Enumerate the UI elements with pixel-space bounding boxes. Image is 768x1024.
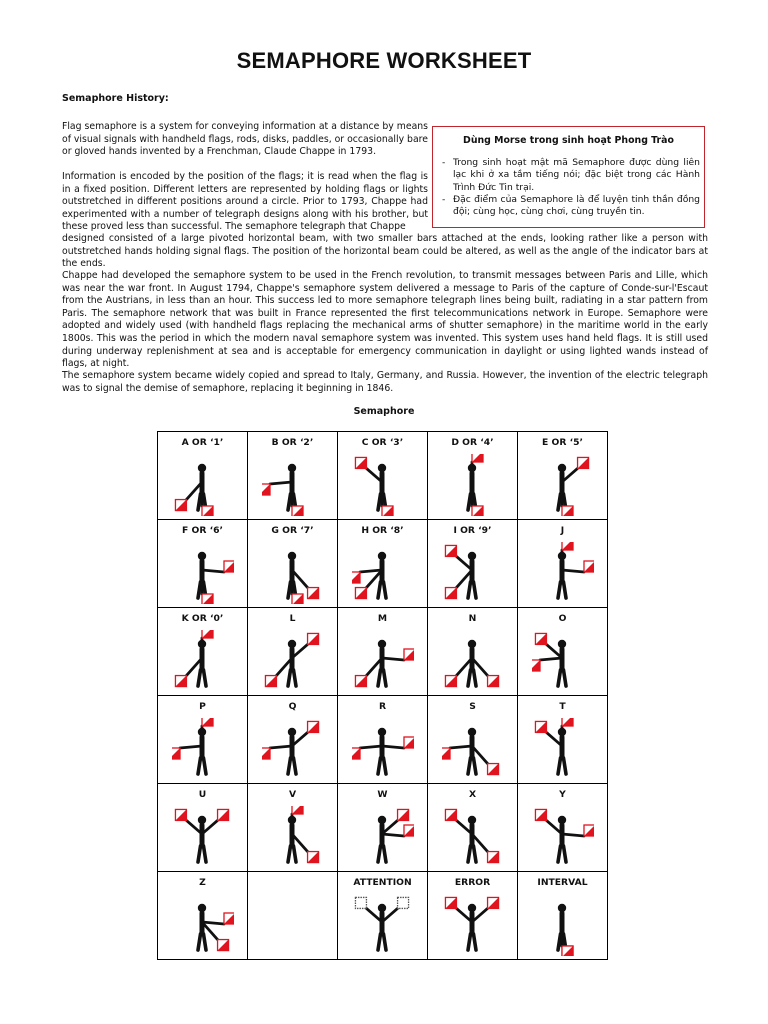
left-leg bbox=[468, 582, 471, 598]
semaphore-cell bbox=[518, 520, 608, 608]
arm bbox=[270, 482, 292, 484]
arm bbox=[202, 570, 224, 572]
left-leg bbox=[558, 758, 561, 774]
flag-icon bbox=[355, 676, 366, 687]
semaphore-z-figure bbox=[172, 894, 234, 956]
semaphore-cell bbox=[338, 696, 428, 784]
semaphore-label: F OR ‘6’ bbox=[182, 525, 223, 536]
semaphore-w-figure bbox=[352, 806, 414, 868]
semaphore-o-figure bbox=[532, 630, 594, 692]
flag-icon bbox=[382, 506, 393, 516]
semaphore-p-figure bbox=[172, 718, 234, 780]
left-leg bbox=[198, 494, 201, 510]
flag-icon bbox=[532, 660, 540, 671]
arm bbox=[382, 658, 404, 660]
semaphore-label: J bbox=[560, 525, 565, 536]
left-leg bbox=[288, 582, 291, 598]
right-leg bbox=[564, 758, 567, 774]
semaphore-h-figure bbox=[352, 542, 414, 604]
left-leg bbox=[288, 846, 291, 862]
arm bbox=[562, 834, 584, 836]
semaphore-label: V bbox=[288, 789, 297, 800]
semaphore-cell bbox=[248, 872, 338, 960]
right-leg bbox=[564, 582, 567, 598]
semaphore-cell bbox=[428, 432, 518, 520]
semaphore-cell bbox=[338, 520, 428, 608]
left-leg bbox=[558, 670, 561, 686]
semaphore-label: M bbox=[377, 613, 388, 624]
flag-icon bbox=[175, 809, 186, 820]
flag-icon bbox=[218, 809, 229, 820]
semaphore-cell bbox=[158, 520, 248, 608]
semaphore-label: C OR ‘3’ bbox=[361, 437, 404, 448]
left-leg bbox=[198, 582, 201, 598]
semaphore-cell bbox=[158, 784, 248, 872]
left-leg bbox=[198, 934, 201, 950]
flag-icon bbox=[445, 809, 456, 820]
history-paragraph-2-part-1: Information is encoded by the position of the flags; it is read when the flag is in a fixed position. Different letters are represented by holding flags or lights outstretched in different positions around a circle. Prior to 1793, Chappe had experimented with a number of telegraph designs along with his brother, but these proved less than successful. The semaphore telegraph that Chappe bbox=[62, 171, 428, 233]
left-leg bbox=[468, 670, 471, 686]
flag-icon bbox=[355, 588, 366, 599]
right-leg bbox=[384, 582, 387, 598]
semaphore-label: U bbox=[198, 789, 207, 800]
semaphore-cell bbox=[158, 872, 248, 960]
semaphore-label: I OR ‘9’ bbox=[453, 525, 492, 536]
semaphore-label: X bbox=[468, 789, 477, 800]
flag-icon bbox=[445, 588, 456, 599]
flag-icon bbox=[262, 484, 270, 495]
flag-icon bbox=[355, 457, 366, 468]
semaphore-cell bbox=[518, 608, 608, 696]
flag-icon bbox=[292, 806, 303, 814]
left-leg bbox=[378, 758, 381, 774]
semaphore-q-figure bbox=[262, 718, 324, 780]
semaphore-cell bbox=[158, 696, 248, 784]
semaphore-x-figure bbox=[442, 806, 504, 868]
flag-icon bbox=[202, 630, 213, 638]
semaphore-g-figure bbox=[262, 542, 324, 604]
right-leg bbox=[294, 758, 297, 774]
left-leg bbox=[558, 494, 561, 510]
semaphore-cell bbox=[518, 784, 608, 872]
flag-icon bbox=[445, 545, 456, 556]
left-leg bbox=[558, 846, 561, 862]
flag-icon bbox=[292, 594, 303, 604]
flag-icon bbox=[172, 748, 180, 759]
left-leg bbox=[198, 846, 201, 862]
semaphore-label: D OR ‘4’ bbox=[451, 437, 494, 448]
right-leg bbox=[204, 670, 207, 686]
semaphore-label: T bbox=[559, 701, 566, 712]
semaphore-cell bbox=[158, 608, 248, 696]
flag-icon bbox=[584, 561, 594, 572]
flag-icon bbox=[442, 748, 450, 759]
flag-icon bbox=[352, 572, 360, 583]
flag-icon bbox=[562, 542, 573, 550]
left-leg bbox=[198, 758, 201, 774]
left-leg bbox=[468, 846, 471, 862]
flag-icon bbox=[202, 594, 213, 604]
flag-icon bbox=[445, 676, 456, 687]
note-box-item bbox=[442, 194, 700, 219]
semaphore-label: N bbox=[468, 613, 477, 624]
history-paragraph-3: Chappe had developed the semaphore system to be used in the French revolution, to transmit messages between Paris and Lille, which was near the war front. In August 1794, Chappe's semaphore system delivered a message to Paris of the capture of Conde-sur-l'Escaut from the Austrians, in less than an hour. This success led to more semaphore telegraph lines being built, radiating in a star pattern from Paris. The semaphore network that was built in France represented the first telecommunications network in Europe. Semaphore were adopted and widely used (with handheld flags replacing the mechanical arms of shutter semaphore) in the maritime world in the early 1800s. This was the period in which the modern naval semaphore system was invented. This system uses hand held flags. It is still used during underway replenishment at sea and is acceptable for emergency communication in daylight or using lighted wands instead of flags, at night. bbox=[62, 270, 708, 370]
left-leg bbox=[288, 494, 291, 510]
semaphore-a-figure bbox=[172, 454, 234, 516]
bullet-dash: - bbox=[442, 194, 446, 205]
flag-icon bbox=[308, 633, 319, 644]
flag-icon bbox=[488, 852, 499, 863]
table-row bbox=[158, 696, 608, 784]
semaphore-j-figure bbox=[532, 542, 594, 604]
semaphore-label: H OR ‘8’ bbox=[361, 525, 404, 536]
semaphore-interval-figure bbox=[532, 894, 594, 956]
semaphore-s-figure bbox=[442, 718, 504, 780]
flag-icon bbox=[398, 809, 409, 820]
semaphore-m-figure bbox=[352, 630, 414, 692]
semaphore-d-figure bbox=[442, 454, 504, 516]
right-leg bbox=[474, 934, 477, 950]
semaphore-c-figure bbox=[352, 454, 414, 516]
semaphore-cell bbox=[338, 784, 428, 872]
semaphore-label: B OR ‘2’ bbox=[271, 437, 314, 448]
flag-icon bbox=[578, 457, 589, 468]
flag-icon bbox=[175, 676, 186, 687]
arm bbox=[450, 746, 472, 748]
semaphore-cell bbox=[248, 784, 338, 872]
flag-icon bbox=[404, 737, 414, 748]
flag-icon bbox=[584, 825, 594, 836]
semaphore-cell bbox=[338, 872, 428, 960]
left-leg bbox=[378, 670, 381, 686]
right-leg bbox=[204, 846, 207, 862]
right-leg bbox=[474, 582, 477, 598]
semaphore-label: L bbox=[289, 613, 296, 624]
semaphore-label: S bbox=[469, 701, 476, 712]
flag-icon bbox=[352, 748, 360, 759]
note-box-title: Dùng Morse trong sinh hoạt Phong Trào bbox=[463, 135, 674, 146]
semaphore-cell bbox=[248, 608, 338, 696]
flag-icon bbox=[404, 649, 414, 660]
flag-icon bbox=[488, 764, 499, 775]
left-leg bbox=[198, 670, 201, 686]
flag-icon bbox=[535, 721, 546, 732]
flag-icon bbox=[224, 561, 234, 572]
bullet-dash: - bbox=[442, 157, 446, 168]
semaphore-label: O bbox=[558, 613, 567, 624]
arm bbox=[202, 922, 224, 924]
semaphore-label: Q bbox=[288, 701, 297, 712]
right-leg bbox=[384, 934, 387, 950]
flag-icon bbox=[562, 946, 573, 956]
semaphore-cell bbox=[518, 432, 608, 520]
semaphore-label: Z bbox=[199, 877, 206, 888]
semaphore-cell bbox=[248, 432, 338, 520]
flag-icon bbox=[218, 940, 229, 951]
left-leg bbox=[378, 846, 381, 862]
history-heading: Semaphore History: bbox=[62, 93, 169, 104]
semaphore-cell bbox=[338, 432, 428, 520]
flag-icon bbox=[472, 506, 483, 516]
semaphore-table-caption: Semaphore bbox=[353, 406, 415, 417]
arm bbox=[382, 834, 404, 836]
semaphore-label: A OR ‘1’ bbox=[181, 437, 224, 448]
flag-icon bbox=[398, 897, 409, 908]
right-leg bbox=[564, 670, 567, 686]
semaphore-label: INTERVAL bbox=[537, 877, 588, 888]
right-leg bbox=[384, 670, 387, 686]
semaphore-cell bbox=[338, 608, 428, 696]
arm bbox=[562, 570, 584, 572]
arm bbox=[540, 658, 562, 660]
left-leg bbox=[288, 670, 291, 686]
flag-icon bbox=[265, 676, 276, 687]
right-leg bbox=[474, 758, 477, 774]
flag-icon bbox=[308, 721, 319, 732]
flag-icon bbox=[262, 748, 270, 759]
semaphore-label: Y bbox=[559, 789, 566, 800]
table-row bbox=[158, 520, 608, 608]
semaphore-label: E OR ‘5’ bbox=[542, 437, 583, 448]
semaphore-label: K OR ‘0’ bbox=[181, 613, 224, 624]
table-row bbox=[158, 432, 608, 520]
arm bbox=[382, 746, 404, 748]
flag-icon bbox=[308, 588, 319, 599]
flag-icon bbox=[488, 897, 499, 908]
flag-icon bbox=[562, 506, 573, 516]
semaphore-i-figure bbox=[442, 542, 504, 604]
right-leg bbox=[474, 846, 477, 862]
semaphore-cell bbox=[518, 696, 608, 784]
right-leg bbox=[204, 934, 207, 950]
flag-icon bbox=[535, 633, 546, 644]
note-box-item-text: Trong sinh hoạt mật mã Semaphore được dùng liên lạc khi ở xa tầm tiếng nói; đặc biệt trong các Hành Trình Đức Tin trại. bbox=[453, 157, 700, 193]
flag-icon bbox=[404, 825, 414, 836]
semaphore-cell bbox=[428, 608, 518, 696]
semaphore-label: P bbox=[199, 701, 206, 712]
semaphore-l-figure bbox=[262, 630, 324, 692]
flag-icon bbox=[562, 718, 573, 726]
semaphore-f-figure bbox=[172, 542, 234, 604]
left-leg bbox=[558, 582, 561, 598]
history-paragraph-4: The semaphore system became widely copied and spread to Italy, Germany, and Russia. However, the invention of the electric telegraph was to signal the demise of semaphore, replacing it beginning in 1846. bbox=[62, 370, 708, 394]
flag-icon bbox=[535, 809, 546, 820]
semaphore-b-figure bbox=[262, 454, 324, 516]
semaphore-label: W bbox=[377, 789, 388, 800]
semaphore-y-figure bbox=[532, 806, 594, 868]
right-leg bbox=[474, 670, 477, 686]
semaphore-label: ATTENTION bbox=[353, 877, 412, 888]
flag-icon bbox=[472, 454, 483, 462]
semaphore-cell bbox=[428, 696, 518, 784]
semaphore-u-figure bbox=[172, 806, 234, 868]
semaphore-v-figure bbox=[262, 806, 324, 868]
page-title: SEMAPHORE WORKSHEET bbox=[236, 48, 532, 73]
left-leg bbox=[558, 934, 561, 950]
right-leg bbox=[204, 758, 207, 774]
semaphore-label: R bbox=[378, 701, 387, 712]
history-paragraph-2-part-2: designed consisted of a large pivoted horizontal beam, with two smaller bars attached at the ends, looking rather like a person with outstretched hands holding signal flags. The position of the horizontal beam could be altered, as well as the angle of the indicator bars at the ends. bbox=[62, 233, 708, 270]
semaphore-cell bbox=[248, 696, 338, 784]
flag-icon bbox=[292, 506, 303, 516]
flag-icon bbox=[224, 913, 234, 924]
semaphore-cell bbox=[428, 872, 518, 960]
left-leg bbox=[378, 934, 381, 950]
flag-icon bbox=[355, 897, 366, 908]
flag-icon bbox=[175, 500, 186, 511]
history-paragraph-1: Flag semaphore is a system for conveying information at a distance by means of visual signals with handheld flags, rods, disks, paddles, or occasionally bare or gloved hands invented by a Frenchman, Claude Chappe in 1793. bbox=[62, 121, 428, 158]
semaphore-cell bbox=[428, 520, 518, 608]
semaphore-cell bbox=[518, 872, 608, 960]
arm bbox=[180, 746, 202, 748]
left-leg bbox=[468, 758, 471, 774]
table-row bbox=[158, 784, 608, 872]
left-leg bbox=[288, 758, 291, 774]
left-leg bbox=[468, 934, 471, 950]
right-leg bbox=[294, 846, 297, 862]
note-box bbox=[432, 126, 705, 228]
right-leg bbox=[564, 846, 567, 862]
arm bbox=[270, 746, 292, 748]
flag-icon bbox=[445, 897, 456, 908]
flag-icon bbox=[308, 852, 319, 863]
semaphore-cell bbox=[248, 520, 338, 608]
flag-icon bbox=[202, 718, 213, 726]
semaphore-attention-figure bbox=[352, 894, 414, 956]
semaphore-e-figure bbox=[532, 454, 594, 516]
semaphore-error-figure bbox=[442, 894, 504, 956]
semaphore-label: ERROR bbox=[454, 877, 491, 888]
right-leg bbox=[384, 846, 387, 862]
flag-icon bbox=[488, 676, 499, 687]
table-row bbox=[158, 608, 608, 696]
semaphore-cell bbox=[158, 432, 248, 520]
flag-icon bbox=[202, 506, 213, 516]
semaphore-label: G OR ‘7’ bbox=[271, 525, 314, 536]
semaphore-cell bbox=[428, 784, 518, 872]
left-leg bbox=[378, 494, 381, 510]
semaphore-t-figure bbox=[532, 718, 594, 780]
left-leg bbox=[378, 582, 381, 598]
semaphore-k-figure bbox=[172, 630, 234, 692]
arm bbox=[360, 746, 382, 748]
semaphore-n-figure bbox=[442, 630, 504, 692]
table-row bbox=[158, 872, 608, 960]
left-leg bbox=[468, 494, 471, 510]
right-leg bbox=[294, 670, 297, 686]
note-box-item-text: Đặc điểm của Semaphore là để luyện tinh thần đồng đội; cùng học, cùng chơi, cùng truyền tin. bbox=[453, 194, 700, 218]
semaphore-r-figure bbox=[352, 718, 414, 780]
note-box-item bbox=[442, 157, 700, 194]
right-leg bbox=[384, 758, 387, 774]
semaphore-table bbox=[157, 431, 608, 960]
